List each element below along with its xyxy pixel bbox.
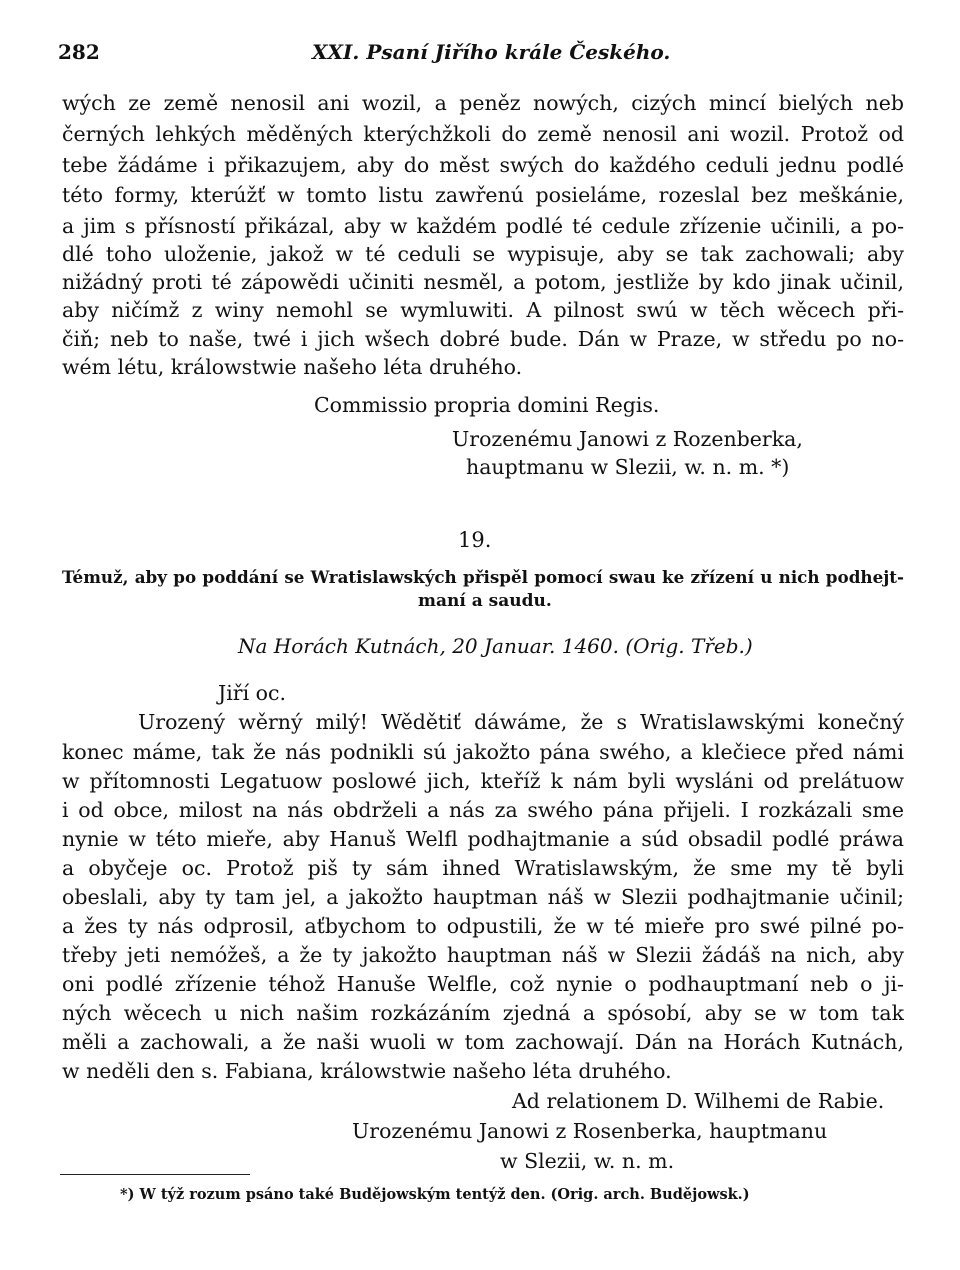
text-line: aby ničímž z winy nemohl se wymluwiti. A pilnost swú w těch wěcech při- [62,298,904,322]
text-line: a žes ty nás odprosil, aťbychom to odpustili, že w té mieře pro swé pilné po- [62,914,904,938]
text-line: měli a zachowali, a že naši wuoli w tom zachowají. Dán na Horách Kutnách, [62,1030,904,1054]
text-line: obeslali, aby ty tam jel, a jakožto hauptman náš w Slezii podhajtmanie učinil; [62,885,904,909]
text-line: Urozený wěrný milý! Wědětiť dáwáme, že s Wratislawskými konečný [138,710,904,734]
text-line: dlé toho uloženie, jakož w té ceduli se wypisuje, aby se tak zachowali; aby [62,242,904,266]
page-number: 282 [58,40,100,64]
commissio-line: Commissio propria domini Regis. [314,393,660,417]
text-line: w přítomnosti Legatuow poslowé jich, kteříž k nám byli wysláni od prelátuow [62,769,904,793]
text-line: w neděli den s. Fabiana, králowstwie našeho léta druhého. [62,1059,672,1083]
footnote: *) W týž rozum psáno také Budějowským tentýž den. (Orig. arch. Budějowsk.) [120,1186,750,1203]
address-line: Urozenému Janowi z Rosenberka, hauptmanu [352,1119,828,1143]
address-line: w Slezii, w. n. m. [500,1149,675,1173]
text-line: ných wěcech u nich našim rozkázáním zjedná a spósobí, aby se w tom tak [62,1001,904,1025]
text-line: nižádný proti té zápowědi učiniti nesměl, a potom, jestliže by kdo jinak učinil, [62,270,904,294]
text-line: této formy, kterúžť w tomto listu zawřenú posieláme, rozeslal bez meškánie, [62,183,904,207]
footnote-divider [60,1174,250,1175]
section-number: 19. [458,528,492,552]
text-line: černých lehkých měděných kterýchžkoli do země nenosil ani wozil. Protož od [62,122,904,146]
text-line: oni podlé zřízenie téhož Hanuše Welfle, což nynie o podhauptmaní neb o ji- [62,972,904,996]
relation-line: Ad relationem D. Wilhemi de Rabie. [512,1089,885,1113]
section-summary-continued: maní a saudu. [418,591,552,611]
address-line: hauptmanu w Slezii, w. n. m. *) [466,455,790,479]
text-line: nynie w této mieře, aby Hanuš Welfl podhajtmanie a súd obsadil podlé práwa [62,827,904,851]
section-summary: Témuž, aby po poddání se Wratislawských přispěl pomocí swau ke zřízení u nich podhejt- [62,567,904,587]
address-line: Urozenému Janowi z Rozenberka, [452,427,803,451]
text-line: wém létu, králowstwie našeho léta druhého. [62,355,523,379]
text-line: a obyčeje oc. Protož piš ty sám ihned Wratislawským, že sme my tě byli [62,856,904,880]
text-line: a jim s přísností přikázal, aby w každém podlé té cedule zřízenie učinili, a po- [62,214,904,238]
text-line: tebe žádáme i přikazujem, aby do měst swých do každého ceduli jednu podlé [62,153,904,177]
text-line: čiň; neb to naše, twé i jich wšech dobré bude. Dán w Praze, w středu po no- [62,327,904,351]
place-date: Na Horách Kutnách, 20 Januar. 1460. (Orig. Třeb.) [238,634,753,658]
text-line: třeby jeti nemóžeš, a že ty jakožto hauptman náš w Slezii žádáš na nich, aby [62,943,904,967]
text-line: i od obce, milost na nás obdrželi a nás za swého pána přijeli. I rozkázali sme [62,798,904,822]
salutation: Jiří oc. [218,681,286,705]
text-line: konec máme, tak že nás podnikli sú jakožto pána swého, a klečiece před námi [62,740,904,764]
text-line: wých ze země nenosil ani wozil, a peněz nowých, cizých mincí bielých neb [62,91,904,115]
running-title: XXI. Psaní Jiřího krále Českého. [312,40,671,64]
